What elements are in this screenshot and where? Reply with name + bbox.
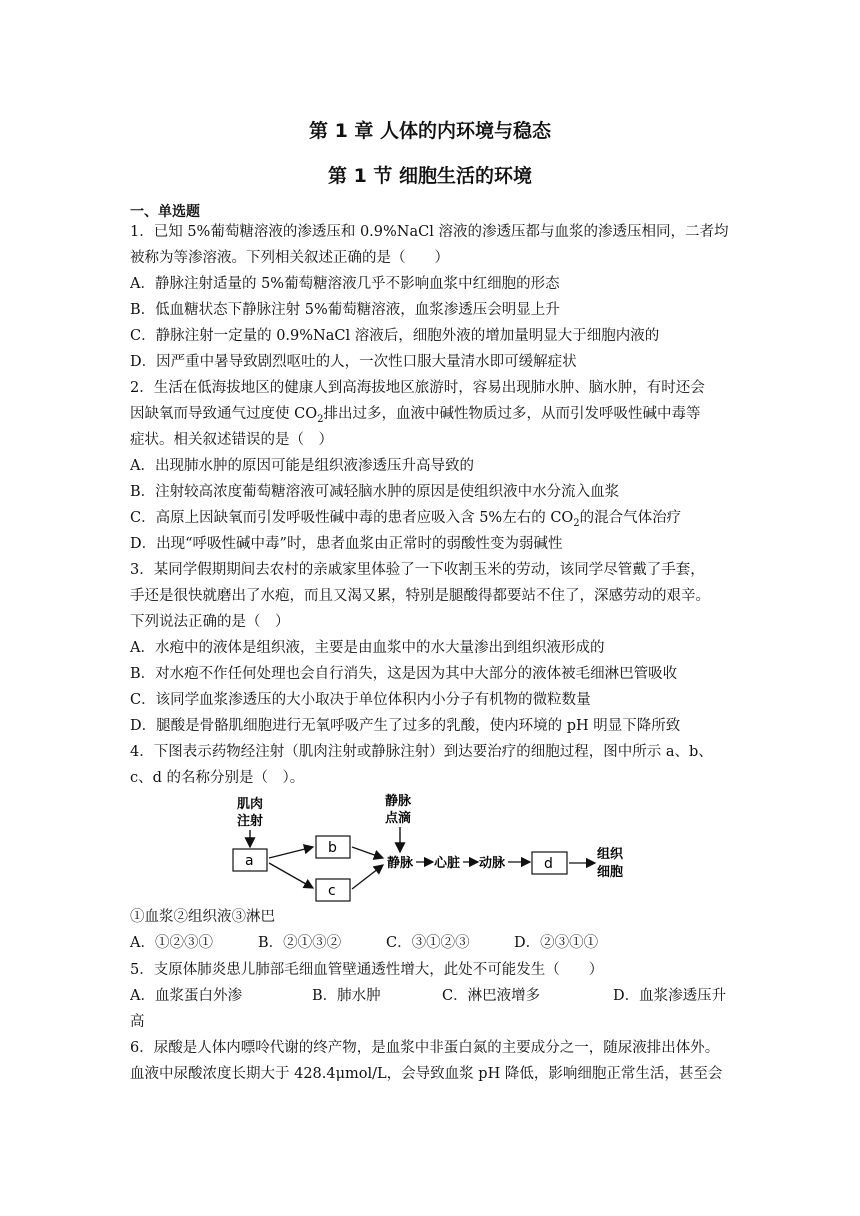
q4-option-c: C．③①②③ [386,935,470,951]
q3-option-a: A．水疱中的液体是组织液，主要是由血浆中的水大量渗出到组织液形成的 [130,640,605,656]
q1-stem-line1: 1．已知 5%葡萄糖溶液的渗透压和 0.9%NaCl 溶液的渗透压都与血浆的渗透压相同，二者均 [130,224,729,240]
part-heading: 一、单选题 [130,204,200,220]
co2-subscript: 2 [573,517,580,529]
q2-stem-line3: 症状。相关叙述错误的是（ ） [130,432,333,448]
q2-option-c: C．高原上因缺氧而引发呼吸性碱中毒的患者应吸入含 5%左右的 $CO_2$的混合气体治疗 [130,510,682,529]
q1-option-d: D．因严重中暑导致剧烈呕吐的人，一次性口服大量清水即可缓解症状 [130,354,577,370]
q4-stem-line2: c、d 的名称分别是（ ）。 [130,770,305,786]
q2-stem-line1: 2．生活在低海拔地区的健康人到高海拔地区旅游时，容易出现肺水肿、脑水肿，有时还会 [130,380,705,396]
q3-stem-line1: 3．某同学假期期间去农村的亲戚家里体验了一下收割玉米的劳动，该同学尽管戴了手套， [130,562,705,578]
label-im-2: 注射 [237,814,264,829]
q5-stem: 5．支原体肺炎患儿肺部毛细血管壁通透性增大，此处不可能发生（ ） [130,962,604,978]
q3-option-b: B．对水疱不作任何处理也会自行消失，这是因为其中大部分的液体被毛细淋巴管吸收 [130,666,678,682]
q4-option-d: D．②③①① [514,935,599,951]
box-a-label: a [245,853,254,869]
q5-option-a: A．血浆蛋白外渗 [130,988,242,1004]
box-b-label: b [328,840,337,856]
q3-option-d: D．腿酸是骨骼肌细胞进行无氧呼吸产生了过多的乳酸，使内环境的 pH 明显下降所致 [130,718,681,734]
q2-option-d: D．出现“呼吸性碱中毒”时，患者血浆由正常时的弱酸性变为弱碱性 [130,536,563,552]
q1-option-c: C．静脉注射一定量的 0.9%NaCl 溶液后，细胞外液的增加量明显大于细胞内液的 [130,328,660,344]
co2-subscript: 2 [317,413,324,425]
label-artery: 动脉 [479,856,506,871]
chapter-title: 第 1 章 人体的内环境与稳态 [308,120,552,142]
label-vein: 静脉 [387,856,414,871]
box-c-label: c [328,883,336,899]
q1-option-b: B．低血糖状态下静脉注射 5%葡萄糖溶液，血浆渗透压会明显上升 [130,302,560,318]
q2-option-a: A．出现肺水肿的原因可能是组织液渗透压升高导致的 [130,458,474,474]
q3-stem-line2: 手还是很快就磨出了水疱，而且又渴又累，特别是腿酸得都要站不住了，深感劳动的艰辛。 [130,588,710,604]
q4-option-a: A．①②③① [130,935,213,951]
label-iv-2: 点滴 [385,811,412,826]
q1-option-a: A．静脉注射适量的 5%葡萄糖溶液几乎不影响血浆中红细胞的形态 [130,276,560,292]
q5-option-d-cont: 高 [130,1014,145,1030]
q3-stem-line3: 下列说法正确的是（ ） [130,614,290,630]
section-title: 第 1 节 细胞生活的环境 [327,165,533,187]
q5-option-b: B．肺水肿 [312,988,381,1004]
q3-option-c: C．该同学血浆渗透压的大小取决于单位体积内小分子有机物的微粒数量 [130,692,591,708]
q2-stem-line2: 因缺氧而导致通气过度使 $CO_2$排出过多，血液中碱性物质过多，从而引发呼吸性碱中毒等 [130,406,701,425]
q6-stem-line2: 血液中尿酸浓度长期大于 428.4μmol/L，会导致血浆 pH 降低，影响细胞正常生活，甚至会 [130,1066,723,1082]
q6-stem-line1: 6．尿酸是人体内嘌呤代谢的终产物，是血浆中非蛋白氮的主要成分之一，随尿液排出体外。 [130,1040,720,1056]
q5-option-c: C．淋巴液增多 [442,988,541,1004]
label-im-1: 肌肉 [237,797,264,812]
q4-stem-line1: 4．下图表示药物经注射（肌肉注射或静脉注射）到达要治疗的细胞过程，图中所示 a、b、 [130,744,713,760]
q5-options [130,983,726,1009]
label-iv-1: 静脉 [385,794,412,809]
label-tissue-1: 组织 [597,847,624,862]
drug-pathway-diagram [225,790,645,905]
q4-option-b: B．②①③② [258,935,342,951]
q1-stem-line2: 被称为等渗溶液。下列相关叙述正确的是（ ） [130,250,449,266]
q4-options [130,930,598,956]
q5-option-d: D．血浆渗透压升 [613,988,727,1004]
label-tissue-2: 细胞 [597,865,624,880]
label-heart: 心脏 [434,856,461,871]
box-d-label: d [544,856,553,872]
q2-option-b: B．注射较高浓度葡萄糖溶液可减轻脑水肿的原因是使组织液中水分流入血浆 [130,484,620,500]
q4-legend: ①血浆②组织液③淋巴 [130,909,275,925]
